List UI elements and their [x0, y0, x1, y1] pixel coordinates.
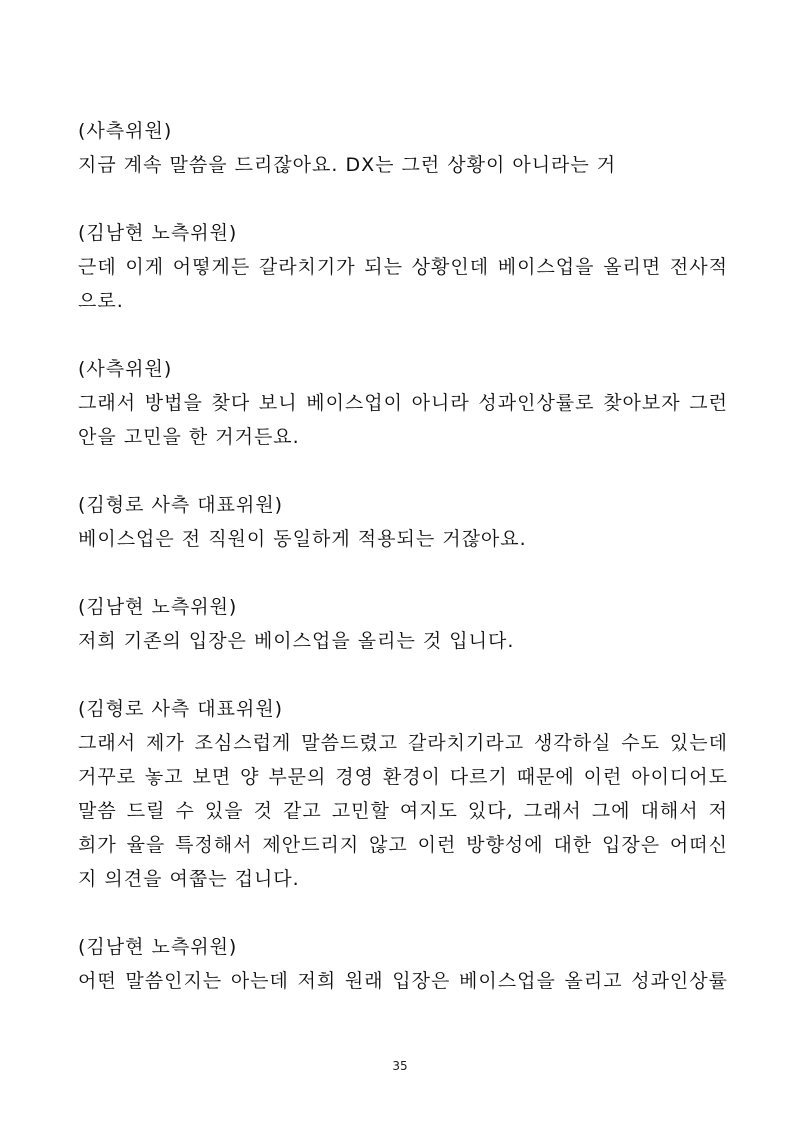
transcript-line: 지 의견을 여쭙는 겁니다.: [78, 868, 300, 890]
transcript-entry: [78, 216, 728, 318]
transcript-line: 지금 계속 말씀을 드리잖아요. DX는 그런 상황이 아니라는 거: [78, 154, 617, 176]
transcript-entry: [78, 352, 728, 454]
speaker-label: (김형로 사측 대표위원): [78, 698, 284, 720]
transcript-line: 어떤 말씀인지는 아는데 저희 원래 입장은 베이스업을 올리고 성과인상률: [78, 970, 728, 992]
page-number: 35: [392, 1059, 408, 1073]
transcript-body: [78, 114, 728, 1032]
transcript-entry: [78, 590, 728, 658]
transcript-line: 거꾸로 놓고 보면 양 부문의 경영 환경이 다르기 때문에 이런 아이디어도: [78, 766, 728, 788]
speaker-label: (사측위원): [78, 358, 173, 380]
transcript-line: 그래서 제가 조심스럽게 말씀드렸고 갈라치기라고 생각하실 수도 있는데: [78, 732, 728, 754]
transcript-line: 근데 이게 어떻게든 갈라치기가 되는 상황인데 베이스업을 올리면 전사적: [78, 256, 728, 278]
speaker-label: (김형로 사측 대표위원): [78, 494, 284, 516]
speaker-label: (김남현 노측위원): [78, 596, 238, 618]
transcript-line: 으로.: [78, 290, 124, 312]
transcript-entry: [78, 488, 728, 556]
transcript-line: 희가 율을 특정해서 제안드리지 않고 이런 방향성에 대한 입장은 어떠신: [78, 834, 728, 856]
transcript-entry: [78, 692, 728, 896]
speaker-label: (김남현 노측위원): [78, 222, 238, 244]
transcript-line: 저희 기존의 입장은 베이스업을 올리는 것 입니다.: [78, 630, 515, 652]
transcript-line: 안을 고민을 한 거거든요.: [78, 426, 300, 448]
transcript-line: 말씀 드릴 수 있을 것 같고 고민할 여지도 있다, 그래서 그에 대해서 저: [78, 800, 728, 822]
transcript-line: 베이스업은 전 직원이 동일하게 적용되는 거잖아요.: [78, 528, 527, 550]
speaker-label: (김남현 노측위원): [78, 936, 238, 958]
transcript-entry: [78, 114, 728, 182]
speaker-label: (사측위원): [78, 120, 173, 142]
transcript-entry: [78, 930, 728, 998]
transcript-line: 그래서 방법을 찾다 보니 베이스업이 아니라 성과인상률로 찾아보자 그런: [78, 392, 728, 414]
